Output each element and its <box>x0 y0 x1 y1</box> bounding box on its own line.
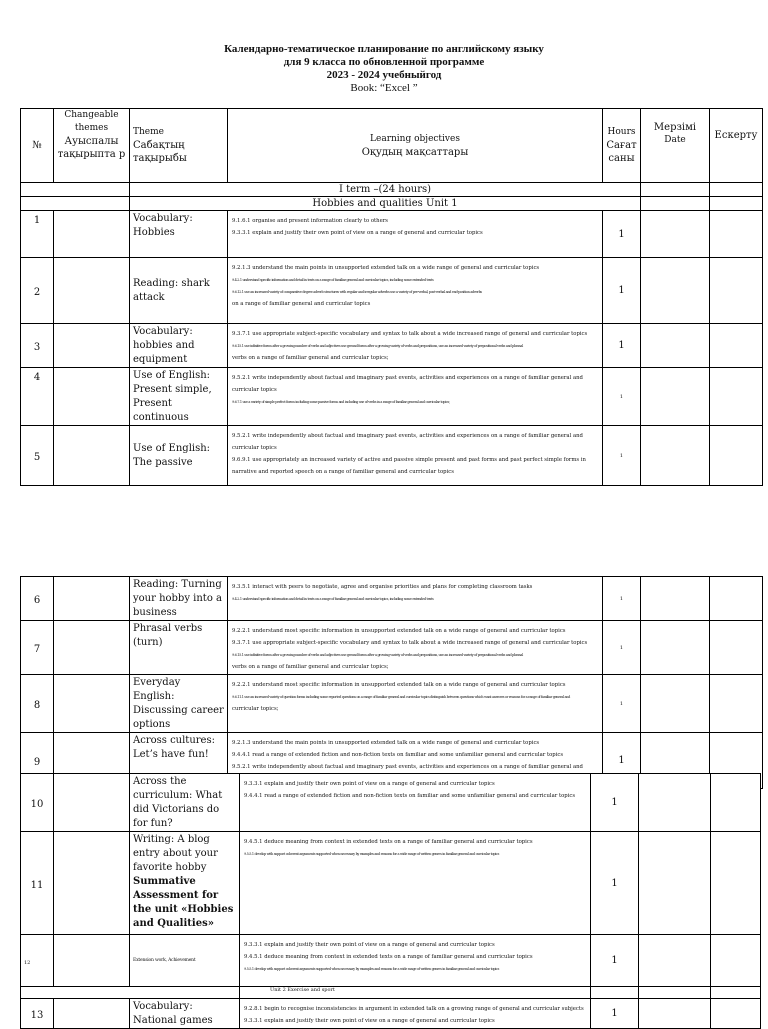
date-cell <box>641 211 710 258</box>
objectives-cell <box>228 258 603 324</box>
theme-text: Vocabulary: National games <box>133 1001 213 1026</box>
date-cell <box>641 324 710 368</box>
objectives-cell <box>240 774 591 832</box>
learning-objective: 9.5.2.1 write independently about factual and imaginary past events, activities and experiences on a range of familiar general and <box>232 433 583 439</box>
term-row <box>21 183 763 197</box>
date-cell <box>639 935 711 987</box>
theme-text: Vocabulary: Hobbies <box>133 213 193 238</box>
plan-table-part-3 <box>20 773 761 1029</box>
date-cell <box>641 258 710 324</box>
changeable-theme-cell <box>54 577 130 621</box>
theme-text: Across the curriculum: What did Victorians do for fun? <box>133 776 223 829</box>
title-line-1: Календарно-тематическое планирование по английскому языку <box>224 43 544 55</box>
col-hours-kz: Сағат саны <box>606 140 637 164</box>
note-cell <box>710 368 763 426</box>
unit-row <box>21 197 763 211</box>
hours-cell: 1 <box>603 426 641 486</box>
objectives-cell <box>240 999 591 1029</box>
theme-cell <box>130 258 228 324</box>
learning-objective: 9.1.6.1 organise and present information clearly to others <box>232 218 388 224</box>
learning-objective: 9.6.7.1 use a variety of simple perfect forms including some passive forms and including use of verbs in a range of familiar general and curricular topics; <box>232 400 450 404</box>
note-cell <box>710 211 763 258</box>
term-label: I term –(24 hours) <box>130 183 641 197</box>
table-row <box>21 935 761 987</box>
learning-objective: narrative and reported speech on a range of familiar general and curricular topics <box>232 469 454 475</box>
learning-objective: curricular topics <box>232 387 277 393</box>
date-cell <box>639 774 711 832</box>
learning-objective: 9.2.1.3 understand the main points in unsupported extended talk on a wide range of general and curricular topics <box>232 740 540 746</box>
row-number: 3 <box>21 324 54 368</box>
title-line-3: 2023 - 2024 учебныйгод <box>326 69 442 81</box>
learning-objective: 9.3.7.1 use appropriate subject-specific vocabulary and syntax to talk about a wide increased range of general and curricular topics <box>232 640 588 646</box>
theme-cell <box>130 935 240 987</box>
table-row <box>21 577 763 621</box>
changeable-theme-cell <box>54 774 130 832</box>
hours-cell: 1 <box>603 211 641 258</box>
theme-cell <box>130 211 228 258</box>
changeable-theme-cell <box>54 832 130 935</box>
learning-objective: 9.6.15.1 use infinitive forms after a growing number of verbs and adjectives use gerund forms after a growing variety of verbs and prepositions, use an increased variety of prepositional verbs and phrasal <box>232 344 523 348</box>
note-cell <box>710 258 763 324</box>
row-number: 9 <box>21 733 54 789</box>
learning-objective: 9.3.3.1 explain and justify their own point of view on a range of general and curricular topics <box>232 230 483 236</box>
col-theme-header <box>130 109 228 183</box>
note-cell <box>710 426 763 486</box>
hours-cell: 1 <box>603 733 641 789</box>
hours-cell: 1 <box>591 832 639 935</box>
date-cell <box>641 368 710 426</box>
hours-cell: 1 <box>603 675 641 733</box>
learning-objective: on a range of familiar general and curricular topics <box>232 301 371 307</box>
col-objectives-en: Learning objectives <box>370 133 460 144</box>
col-theme-en: Theme <box>133 127 164 137</box>
unit-2-row <box>21 987 761 999</box>
learning-objective: 9.4.4.1 read a range of extended fiction and non-fiction texts on familiar and some unfamiliar general and curricular topics <box>232 752 564 758</box>
col-note-header: Ескерту <box>710 109 763 183</box>
changeable-theme-cell <box>54 621 130 675</box>
objectives-cell <box>228 675 603 733</box>
row-number: 10 <box>21 774 54 832</box>
document-header <box>0 43 768 95</box>
table-row <box>21 999 761 1029</box>
note-cell <box>711 774 761 832</box>
theme-text: Vocabulary: hobbies and equipment <box>133 326 195 365</box>
col-num-header: № <box>21 109 54 183</box>
note-cell <box>710 577 763 621</box>
row-number: 13 <box>21 999 54 1029</box>
theme-cell <box>130 675 228 733</box>
col-hours-header <box>603 109 641 183</box>
row-number: 7 <box>21 621 54 675</box>
table-header-row <box>21 109 763 183</box>
date-cell <box>641 577 710 621</box>
col-changeable-header <box>54 109 130 183</box>
col-date-kz: Мерзімі <box>653 122 697 133</box>
theme-text: Phrasal verbs (turn) <box>133 623 203 648</box>
date-cell <box>641 426 710 486</box>
theme-text: Reading: Turning your hobby into a business <box>133 579 222 618</box>
table-row <box>21 426 763 486</box>
learning-objective: 9.4.5.1 deduce meaning from context in extended texts on a range of familiar general and curricular topics <box>244 839 533 845</box>
learning-objective: 9.3.7.1 use appropriate subject-specific vocabulary and syntax to talk about a wide increased range of general and curricular topics <box>232 331 588 337</box>
table-row <box>21 774 761 832</box>
hours-cell: 1 <box>591 999 639 1029</box>
theme-cell <box>130 426 228 486</box>
hours-cell: 1 <box>603 577 641 621</box>
row-number: 5 <box>21 426 54 486</box>
date-cell <box>639 832 711 935</box>
learning-objective: 9.3.3.1 explain and justify their own point of view on a range of general and curricular topics <box>244 781 495 787</box>
col-date-en: Date <box>664 135 686 145</box>
hours-cell: 1 <box>603 621 641 675</box>
unit-2-label: Unit 2 Exercise and sport <box>240 987 591 999</box>
learning-objective: 9.2.1.3 understand the main points in unsupported extended talk on a wide range of general and curricular topics <box>232 265 540 271</box>
row-number: 11 <box>21 832 54 935</box>
learning-objective: 9.4.5.1 deduce meaning from context in extended texts on a range of familiar general and curricular topics <box>244 954 533 960</box>
theme-text: Use of English: The passive <box>133 443 211 468</box>
date-cell <box>641 675 710 733</box>
learning-objective: 9.6.12.1 use an increased variety of comparative degree adverb structures with regular and irregular adverbs use a variety of pre-verbal, post-verbal and end-position adverbs <box>232 290 482 294</box>
learning-objective: 9.3.3.1 explain and justify their own point of view on a range of general and curricular topics <box>244 1018 495 1024</box>
learning-objective: 9.5.2.1 write independently about factual and imaginary past events, activities and experiences on a range of familiar general and <box>232 764 583 770</box>
table-row <box>21 368 763 426</box>
col-theme-kz: Сабақтың тақырыбы <box>133 140 187 164</box>
learning-objective: curricular topics; <box>232 706 279 712</box>
learning-objective: 9.5.5.1 develop with support coherent arguments supported when necessary by examples and reasons for a wide range of written genres in familiar general and curricular topics <box>244 967 500 971</box>
learning-objective: 9.2.8.1 begin to recognise inconsistencies in argument in extended talk on a growing range of general and curricular subjects <box>244 1006 584 1012</box>
note-cell <box>710 621 763 675</box>
unit-label: Hobbies and qualities Unit 1 <box>130 197 641 211</box>
table-row <box>21 832 761 935</box>
learning-objective: 9.6.11.1 use an increased variety of question forms including some reported questions on a range of familiar general and curricular topics distinguish between questions which want answers or reasons for a range of familiar general and <box>232 695 570 699</box>
learning-objective: 9.3.5.1 interact with peers to negotiate, agree and organise priorities and plans for completing classroom tasks <box>232 584 533 590</box>
changeable-theme-cell <box>54 368 130 426</box>
theme-text: Reading: shark attack <box>133 278 210 303</box>
row-number: 6 <box>21 577 54 621</box>
summative-assessment-label: Summative Assessment for the unit «Hobbies and Qualities» <box>133 876 234 929</box>
date-cell <box>639 999 711 1029</box>
theme-cell <box>130 999 240 1029</box>
objectives-cell <box>228 368 603 426</box>
learning-objective: 9.5.5.1 develop with support coherent arguments supported when necessary by examples and reasons for a wide range of written genres in familiar general and curricular topics <box>244 852 500 856</box>
learning-objective: 9.2.2.1 understand most specific information in unsupported extended talk on a wide range of general and curricular topics <box>232 682 566 688</box>
plan-table-part-1 <box>20 108 763 486</box>
row-number: 8 <box>21 675 54 733</box>
theme-cell <box>130 832 240 935</box>
table-row <box>21 621 763 675</box>
changeable-theme-cell <box>54 258 130 324</box>
learning-objective: 9.3.3.1 explain and justify their own point of view on a range of general and curricular topics <box>244 942 495 948</box>
learning-objective: 9.2.2.1 understand most specific information in unsupported extended talk on a wide range of general and curricular topics <box>232 628 566 634</box>
hours-cell: 1 <box>603 258 641 324</box>
theme-cell <box>130 577 228 621</box>
hours-cell: 1 <box>603 368 641 426</box>
theme-text: Use of English: Present simple, Present continuous <box>133 370 212 423</box>
plan-table-part-2 <box>20 576 763 789</box>
table-row <box>21 675 763 733</box>
title-line-2: для 9 класса по обновленной программе <box>283 56 485 68</box>
note-cell <box>711 935 761 987</box>
objectives-cell <box>228 211 603 258</box>
learning-objective: 9.6.15.1 use infinitive forms after a growing number of verbs and adjectives use gerund forms after a growing variety of verbs and prepositions, use an increased variety of prepositional verbs and phrasal <box>232 653 523 657</box>
changeable-theme-cell <box>54 999 130 1029</box>
learning-objective: verbs on a range of familiar general and curricular topics; <box>232 664 389 670</box>
theme-cell <box>130 368 228 426</box>
objectives-cell <box>228 426 603 486</box>
learning-objective: curricular topics <box>232 445 277 451</box>
objectives-cell <box>240 832 591 935</box>
learning-objective: 9.4.2.1 understand specific information and detail in texts on a range of familiar general and curricular topics, including some extended texts <box>232 278 434 282</box>
theme-text: Across cultures: Let’s have fun! <box>133 735 215 760</box>
objectives-cell <box>228 324 603 368</box>
note-cell <box>711 832 761 935</box>
theme-text: Extension work, Achievement <box>133 958 196 963</box>
row-number: 4 <box>21 368 54 426</box>
objectives-cell <box>228 577 603 621</box>
note-cell <box>711 999 761 1029</box>
col-objectives-header <box>228 109 603 183</box>
table-row <box>21 324 763 368</box>
theme-cell <box>130 621 228 675</box>
col-changeable-en: Changeable themes <box>64 110 119 133</box>
table-row <box>21 211 763 258</box>
objectives-cell <box>228 621 603 675</box>
learning-objective: 9.4.2.1 understand specific information and detail in texts on a range of familiar general and curricular topics, including some extended texts <box>232 597 434 601</box>
theme-cell <box>130 774 240 832</box>
col-objectives-kz: Оқудың мақсаттары <box>361 146 469 158</box>
col-hours-en: Hours <box>607 127 636 137</box>
note-cell <box>710 675 763 733</box>
learning-objective: verbs on a range of familiar general and curricular topics; <box>232 355 389 361</box>
hours-cell: 1 <box>603 324 641 368</box>
row-number: 2 <box>21 258 54 324</box>
note-cell <box>710 324 763 368</box>
learning-objective: 9.4.4.1 read a range of extended fiction and non-fiction texts on familiar and some unfamiliar general and curricular topics <box>244 793 576 799</box>
changeable-theme-cell <box>54 324 130 368</box>
table-row <box>21 258 763 324</box>
theme-cell <box>130 324 228 368</box>
changeable-theme-cell <box>54 935 130 987</box>
objectives-cell <box>240 935 591 987</box>
col-date-header <box>641 109 710 183</box>
date-cell <box>641 621 710 675</box>
book-title: Book: “Excel ” <box>350 82 418 94</box>
learning-objective: 9.6.9.1 use appropriately an increased variety of active and passive simple present and past forms and past perfect simple forms in <box>232 457 586 463</box>
changeable-theme-cell <box>54 426 130 486</box>
theme-text: Everyday English: Discussing career options <box>133 677 224 730</box>
learning-objective: 9.5.2.1 write independently about factual and imaginary past events, activities and experiences on a range of familiar general and <box>232 375 583 381</box>
changeable-theme-cell <box>54 675 130 733</box>
changeable-theme-cell <box>54 211 130 258</box>
row-number: 12 <box>21 935 54 987</box>
hours-cell: 1 <box>591 774 639 832</box>
theme-text: Writing: A blog entry about your favorite hobby <box>133 834 218 873</box>
hours-cell: 1 <box>591 935 639 987</box>
col-changeable-kz: Ауыспалы тақырыпта р <box>57 136 126 160</box>
row-number: 1 <box>21 211 54 258</box>
